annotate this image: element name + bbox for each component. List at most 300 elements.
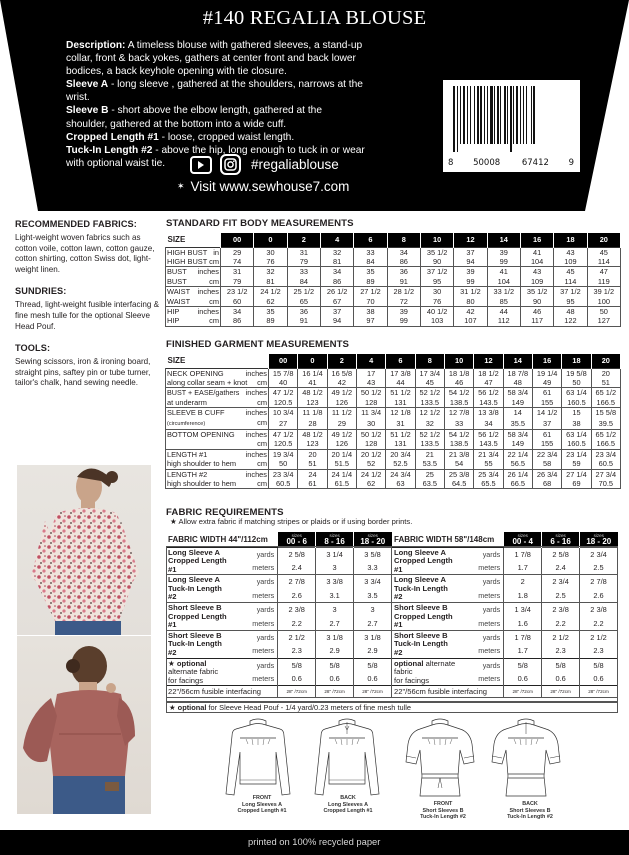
fabric-amount: 2.9 <box>316 644 354 658</box>
fabric-amount: 1 7/8 <box>504 547 542 561</box>
measure-value: 54 <box>444 459 473 469</box>
measure-unit: cm <box>257 417 267 427</box>
measure-value: 44 <box>386 378 415 388</box>
measure-value: 43 <box>554 247 587 257</box>
measure-value: 94 <box>454 257 487 267</box>
measure-value: 34 <box>320 267 353 277</box>
size-col-6: 6 <box>386 354 415 368</box>
measure-value: 31 1/2 <box>454 287 487 297</box>
measure-value: 24 1/4 <box>327 469 356 479</box>
measure-value: 109 <box>520 277 553 287</box>
interfacing-amount: 28" /72cm <box>580 686 618 698</box>
website-line <box>177 179 349 194</box>
unit-label: meters <box>252 563 275 573</box>
measure-value: 48 <box>503 378 532 388</box>
unit-label: yards <box>458 575 504 589</box>
fabric-amount: 2 <box>504 575 542 589</box>
size-range-header <box>316 532 354 547</box>
fabric-amount: 2 5/8 <box>542 547 580 561</box>
measure-value: 51 <box>298 459 327 469</box>
unit-label: yards <box>232 658 278 672</box>
barcode-bar <box>463 86 465 144</box>
size-col-00: 00 <box>221 233 254 247</box>
measure-value: 30 <box>420 287 453 297</box>
measure-value: 24 1/2 <box>356 469 385 479</box>
barcode-bar <box>477 86 479 144</box>
sketch-caption-line2: Short Sleeves B <box>422 807 464 814</box>
measure-value: 19 3/4 <box>269 449 298 459</box>
photo-front-floral-blouse <box>17 465 151 635</box>
measure-value: 35.5 <box>503 418 532 430</box>
view-label-length-2: Tuck-In Length #2 <box>66 144 153 156</box>
measure-value: 11 1/2 <box>327 408 356 418</box>
measure-value: 65 1/2 <box>591 429 620 439</box>
measure-value: 48 1/2 <box>298 388 327 398</box>
sketch-caption <box>232 795 292 815</box>
view-label-length-1: Cropped Length #1 <box>66 131 159 143</box>
interfacing-amount: 28" /72cm <box>542 686 580 698</box>
measure-value: 37 1/2 <box>554 287 587 297</box>
measure-value: 34 <box>221 306 254 316</box>
measure-value: 76 <box>420 297 453 307</box>
sundries-text: Thread, light-weight fusible interfacing & fine mesh tulle for the optional Sleeve Head Pouf. <box>15 300 159 331</box>
size-col-10: 10 <box>444 354 473 368</box>
measure-value: 72 <box>387 297 420 307</box>
measure-value: 54 1/2 <box>444 388 473 398</box>
view-text-sleeve-b: - short above the elbow length, gathered at the shoulder, gathered at the bottom into a wide cuff. <box>66 105 322 130</box>
fabric-amount: 3 <box>316 603 354 617</box>
measure-value: 52.5 <box>386 459 415 469</box>
youtube-icon[interactable] <box>190 156 212 174</box>
measure-unit: cm <box>257 377 267 387</box>
length-name: Cropped Length #1 <box>168 556 227 574</box>
measure-value: 54 1/2 <box>444 429 473 439</box>
measure-name: HIGH BUST <box>167 247 208 257</box>
fabrics-heading: RECOMMENDED FABRICS: <box>15 219 137 229</box>
barcode-bar <box>490 86 493 144</box>
barcode-bar <box>497 86 499 144</box>
fabric-amount: 2.4 <box>542 561 580 575</box>
row-label <box>166 439 269 449</box>
measure-unit: inches <box>245 469 267 479</box>
unit-label: meters <box>252 590 275 600</box>
measure-value: 112 <box>487 316 520 326</box>
measure-name: HIP <box>167 306 180 316</box>
fabric-amount: 2 3/4 <box>580 547 618 561</box>
garment-row <box>166 398 621 408</box>
interfacing-amount: 28" /72cm <box>278 686 316 698</box>
measure-value: 19 5/8 <box>562 368 591 378</box>
measure-value: 50 <box>587 306 620 316</box>
garment-row <box>166 469 621 479</box>
measure-value: 43 <box>356 378 385 388</box>
row-label <box>166 257 221 267</box>
measure-value: 84 <box>287 277 320 287</box>
instagram-icon[interactable] <box>220 154 241 175</box>
measure-value: 85 <box>487 297 520 307</box>
fabric-amount: 2.9 <box>354 644 392 658</box>
measure-value: 35 1/2 <box>520 287 553 297</box>
measure-value: 20 <box>298 449 327 459</box>
fabric-amount: 0.6 <box>504 672 542 686</box>
sundries-heading: SUNDRIES: <box>15 286 67 297</box>
fabric-amount: 2.3 <box>542 644 580 658</box>
measure-value: 81 <box>320 257 353 267</box>
measure-value: 22 3/4 <box>532 449 561 459</box>
measure-value: 128 <box>356 439 385 449</box>
sketch-caption <box>500 801 560 821</box>
measure-value: 36 <box>287 306 320 316</box>
measure-value: 120.5 <box>269 398 298 408</box>
barcode <box>443 80 580 172</box>
row-label <box>166 479 269 489</box>
body-measurements-title: STANDARD FIT BODY MEASUREMENTS <box>166 218 354 229</box>
row-label <box>166 408 269 418</box>
measure-value: 26 3/4 <box>532 469 561 479</box>
measure-value: 99 <box>454 277 487 287</box>
size-col-00: 00 <box>269 354 298 368</box>
body-row <box>166 316 621 326</box>
fabric-amount: 0.6 <box>278 672 316 686</box>
fabric-width-label: FABRIC WIDTH 58"/148cm <box>392 532 504 547</box>
size-range-header <box>278 532 316 547</box>
measure-value: 45 <box>554 267 587 277</box>
measure-value: 90 <box>520 297 553 307</box>
sketch-caption <box>413 801 473 821</box>
measure-value: 133.5 <box>415 398 444 408</box>
measure-value: 63.5 <box>415 479 444 489</box>
size-col-18: 18 <box>562 354 591 368</box>
measure-value: 32 <box>254 267 287 277</box>
description-text: A timeless blouse with gathered sleeves, a stand-up collar, front & back yokes, gathers at center front and back lower bodices, a back keyhole opening with tie closure. <box>66 40 363 78</box>
measure-name: BUST + EASE/gathers <box>167 388 240 398</box>
measure-value: 48 1/2 <box>298 429 327 439</box>
measure-value: 63 1/4 <box>562 429 591 439</box>
measure-value: 23 3/4 <box>591 449 620 459</box>
fabric-amount: 5/8 <box>580 658 618 672</box>
measure-unit: inches <box>245 368 267 378</box>
measure-value: 21 3/4 <box>474 449 503 459</box>
barcode-bar <box>480 86 482 144</box>
fabric-amount: 1 7/8 <box>504 630 542 644</box>
fabric-amount: 1.7 <box>504 561 542 575</box>
measure-value: 28 <box>298 418 327 430</box>
fabric-amount: 2 1/2 <box>278 630 316 644</box>
unit-label: meters <box>478 646 501 656</box>
interfacing-label: 22"/56cm fusible interfacing <box>392 686 504 698</box>
measure-value: 44 <box>487 306 520 316</box>
fabric-amount: 2 7/8 <box>278 575 316 589</box>
fabric-width-label: FABRIC WIDTH 44"/112cm <box>166 532 278 547</box>
measure-value: 80 <box>454 297 487 307</box>
measure-value: 29 <box>327 418 356 430</box>
measure-value: 126 <box>327 439 356 449</box>
measure-value: 114 <box>554 277 587 287</box>
fabric-amount: 2 1/2 <box>542 630 580 644</box>
barcode-bar <box>523 86 524 144</box>
measure-value: 14 1/2 <box>532 408 561 418</box>
row-label <box>166 306 221 316</box>
optional-line2: for facings <box>168 675 204 685</box>
barcode-digits <box>448 158 574 168</box>
size-range-header <box>354 532 392 547</box>
barcode-bar <box>484 86 485 144</box>
measure-value: 38 <box>354 306 387 316</box>
row-label <box>166 368 269 378</box>
size-range: 00 - 4 <box>512 537 533 546</box>
measure-value: 58 <box>532 459 561 469</box>
size-col-8: 8 <box>415 354 444 368</box>
measure-value: 61 <box>532 429 561 439</box>
garment-measurements-title: FINISHED GARMENT MEASUREMENTS <box>166 339 350 350</box>
barcode-bar <box>504 86 506 144</box>
measure-value: 17 <box>356 368 385 378</box>
measure-value: 123 <box>298 439 327 449</box>
fabric-amount: 3 1/4 <box>316 547 354 561</box>
measure-value: 15 <box>562 408 591 418</box>
barcode-bar <box>474 86 475 144</box>
measure-value: 65.5 <box>474 479 503 489</box>
measure-unit: inches <box>245 449 267 459</box>
size-col-20: 20 <box>587 233 620 247</box>
measure-value: 70.5 <box>591 479 620 489</box>
barcode-bar <box>453 86 455 152</box>
fabric-amount: 2.7 <box>354 616 392 630</box>
sketch-caption <box>318 795 378 815</box>
barcode-digits-right: 67412 <box>521 158 549 168</box>
barcode-bar <box>500 86 501 144</box>
description-label: Description: <box>66 40 126 51</box>
measure-value: 149 <box>503 398 532 408</box>
measure-value: 81 <box>254 277 287 287</box>
measure-value: 36 <box>387 267 420 277</box>
length-name: Cropped Length #1 <box>168 611 227 630</box>
unit-label: meters <box>252 646 275 656</box>
measure-value: 103 <box>420 316 453 326</box>
unit-label: yards <box>458 547 504 561</box>
barcode-bar <box>516 86 518 144</box>
measure-value: 59 <box>562 459 591 469</box>
measure-value: 51 1/2 <box>386 429 415 439</box>
garment-measurements-table <box>165 354 621 489</box>
photo-back-linen-blouse <box>17 636 151 814</box>
measure-name: BOTTOM OPENING <box>167 429 235 439</box>
measure-value: 31 <box>221 267 254 277</box>
length-name: Tuck-In Length #2 <box>168 639 222 658</box>
optional-bold: optional <box>394 658 424 668</box>
measure-value: 41 <box>487 267 520 277</box>
measure-value: 45 <box>415 378 444 388</box>
measure-value: 128 <box>356 398 385 408</box>
barcode-bar <box>507 86 508 144</box>
measure-value: 133.5 <box>415 439 444 449</box>
row-label <box>166 287 221 297</box>
size-col-4: 4 <box>356 354 385 368</box>
garment-row <box>166 449 621 459</box>
barcode-digits-left: 50008 <box>473 158 501 168</box>
hashtag: #regaliablouse <box>251 157 339 172</box>
fabric-amount: 5/8 <box>354 658 392 672</box>
fabric-amount: 5/8 <box>316 658 354 672</box>
size-col-4: 4 <box>320 233 353 247</box>
measure-value: 84 <box>354 257 387 267</box>
measure-value: 86 <box>387 257 420 267</box>
measure-value: 62 <box>254 297 287 307</box>
measure-value: 25 3/4 <box>474 469 503 479</box>
measure-value: 94 <box>320 316 353 326</box>
measure-value: 35 <box>254 306 287 316</box>
fabric-tables-frame <box>166 546 618 702</box>
measure-name: high shoulder to hem <box>167 478 237 488</box>
measure-value: 50 1/2 <box>356 429 385 439</box>
fabric-header-row <box>392 532 618 547</box>
measure-value: 143.5 <box>474 439 503 449</box>
view-label-sleeve-b: Sleeve B <box>66 105 109 117</box>
measure-value: 155 <box>532 398 561 408</box>
fabric-amount: 3 3/4 <box>354 575 392 589</box>
fabric-amount: 3.3 <box>354 561 392 575</box>
measure-unit: inches <box>197 267 219 277</box>
fabric-amount: 2 1/2 <box>580 630 618 644</box>
measure-value: 41 <box>520 247 553 257</box>
measure-unit: cm <box>209 296 219 306</box>
measure-name: WAIST <box>167 296 191 306</box>
sizes-caption: sizes <box>517 533 528 538</box>
fabric-amount: 2.5 <box>580 561 618 575</box>
measure-value: 13 3/8 <box>474 408 503 418</box>
measure-unit: cm <box>257 478 267 488</box>
measure-value: 65 <box>287 297 320 307</box>
measure-value: 166.5 <box>591 439 620 449</box>
measure-value: 104 <box>520 257 553 267</box>
body-row <box>166 277 621 287</box>
fabric-amount: 0.6 <box>354 672 392 686</box>
measure-name: along collar seam + knot <box>167 377 248 387</box>
fabric-amount: 2.2 <box>542 616 580 630</box>
fabric-requirements-title: FABRIC REQUIREMENTS <box>166 507 284 518</box>
row-label <box>166 429 269 439</box>
optional-line2: for facings <box>394 675 430 685</box>
measure-value: 11 1/8 <box>298 408 327 418</box>
sketch-caption-line1: BACK <box>522 801 538 807</box>
sizes-caption: sizes <box>291 533 302 538</box>
fabric-amount: 2 5/8 <box>278 547 316 561</box>
measure-value: 32 <box>320 247 353 257</box>
measure-value: 20 1/2 <box>356 449 385 459</box>
sizes-caption: sizes <box>555 533 566 538</box>
measure-value: 69 <box>562 479 591 489</box>
size-col-2: 2 <box>327 354 356 368</box>
measure-value: 30 <box>356 418 385 430</box>
unit-label: yards <box>232 547 278 561</box>
size-col-12: 12 <box>474 354 503 368</box>
fabric-amount: 1 3/4 <box>504 603 542 617</box>
garment-row <box>166 418 621 430</box>
fabric-amount: 0.6 <box>580 672 618 686</box>
description-block <box>66 39 366 170</box>
interfacing-amount: 28" /72cm <box>504 686 542 698</box>
size-col-0: 0 <box>254 233 287 247</box>
sketch-caption-line2: Long Sleeves A <box>242 801 282 808</box>
measure-value: 86 <box>221 316 254 326</box>
sleeve-name: Long Sleeve A <box>168 547 221 557</box>
measure-value: 42 <box>454 306 487 316</box>
garment-row <box>166 388 621 398</box>
unit-label: meters <box>478 563 501 573</box>
barcode-digit-lead: 8 <box>448 158 454 168</box>
measure-value: 89 <box>254 316 287 326</box>
measure-value: 70 <box>354 297 387 307</box>
measure-value: 39.5 <box>591 418 620 430</box>
fabric-note: ★ Allow extra fabric if matching stripes or plaids or if using border prints. <box>170 517 413 526</box>
view-label-sleeve-a: Sleeve A <box>66 79 109 91</box>
measure-value: 61.5 <box>327 479 356 489</box>
footer-bar <box>0 830 629 855</box>
row-label <box>166 388 269 398</box>
fabric-amount: 1.7 <box>504 644 542 658</box>
measure-name: at underarm <box>167 397 207 407</box>
measure-value: 25 <box>415 469 444 479</box>
measure-value: 47 <box>587 267 620 277</box>
measure-value: 99 <box>387 316 420 326</box>
measure-value: 160.5 <box>562 439 591 449</box>
measure-value: 15 5/8 <box>591 408 620 418</box>
barcode-bar <box>513 86 514 144</box>
fabric-amount: 2.3 <box>278 644 316 658</box>
measure-value: 97 <box>354 316 387 326</box>
measure-name: HIGH BUST <box>167 256 208 266</box>
star-icon: ✶ <box>177 181 185 191</box>
measure-value: 24 3/4 <box>386 469 415 479</box>
measure-value: 46 <box>520 306 553 316</box>
measure-value: 29 <box>221 247 254 257</box>
website-link[interactable]: Visit www.sewhouse7.com <box>190 179 350 194</box>
measure-value: 46 <box>444 378 473 388</box>
measure-value: 67 <box>320 297 353 307</box>
measure-value: 25 1/2 <box>287 287 320 297</box>
body-row <box>166 287 621 297</box>
size-col-0: 0 <box>298 354 327 368</box>
measure-value: 43 <box>520 267 553 277</box>
fabric-amount: 2.2 <box>580 616 618 630</box>
row-label <box>166 469 269 479</box>
measure-value: 131 <box>386 439 415 449</box>
measure-value: 16 1/4 <box>298 368 327 378</box>
measure-unit: inches <box>197 287 219 297</box>
measure-value: 26 1/4 <box>503 469 532 479</box>
measure-unit: inches <box>245 429 267 439</box>
unit-label: yards <box>458 630 504 644</box>
measure-value: 52 1/2 <box>415 388 444 398</box>
measure-value: 61 <box>532 388 561 398</box>
sizes-caption: sizes <box>329 533 340 538</box>
measure-value: 14 <box>503 408 532 418</box>
measure-value: 53.5 <box>415 459 444 469</box>
measure-value: 50 <box>562 378 591 388</box>
sketch-caption-line1: BACK <box>340 795 356 801</box>
measure-value: 34 <box>387 247 420 257</box>
measure-value: 63 1/4 <box>562 388 591 398</box>
measure-value: 52 1/2 <box>415 429 444 439</box>
measure-unit: cm <box>257 459 267 469</box>
size-col-14: 14 <box>503 354 532 368</box>
garment-row <box>166 408 621 418</box>
unit-label: yards <box>458 603 504 617</box>
measure-value: 51.5 <box>327 459 356 469</box>
length-name: Tuck-In Length #2 <box>168 583 222 602</box>
body-row <box>166 297 621 307</box>
row-label <box>166 449 269 459</box>
